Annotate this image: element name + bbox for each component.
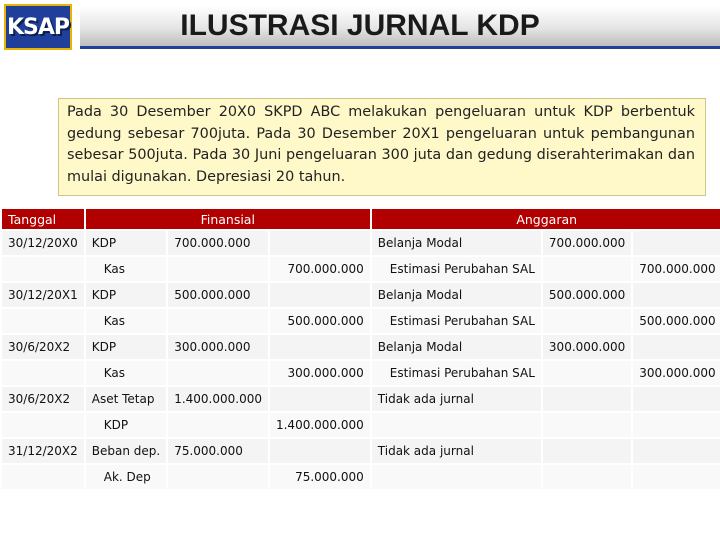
cell-finansial-account: Kas (86, 309, 166, 333)
cell-anggaran-account (372, 465, 541, 489)
cell-anggaran-account: Tidak ada jurnal (372, 439, 541, 463)
cell-finansial-account: KDP (86, 283, 166, 307)
cell-finansial-debit: 300.000.000 (168, 335, 268, 359)
cell-anggaran-account: Estimasi Perubahan SAL (372, 309, 541, 333)
cell-finansial-debit (168, 465, 268, 489)
cell-finansial-credit (270, 231, 370, 255)
cell-anggaran-account: Tidak ada jurnal (372, 387, 541, 411)
table-row (2, 231, 720, 255)
page-title: ILUSTRASI JURNAL KDP (180, 9, 540, 42)
cell-finansial-debit (168, 257, 268, 281)
cell-anggaran-debit (543, 465, 631, 489)
table-row (2, 283, 720, 307)
header-tanggal: Tanggal (2, 209, 84, 229)
cell-finansial-debit: 75.000.000 (168, 439, 268, 463)
cell-anggaran-debit: 300.000.000 (543, 335, 631, 359)
cell-anggaran-debit (543, 309, 631, 333)
cell-anggaran-account: Estimasi Perubahan SAL (372, 361, 541, 385)
cell-anggaran-debit: 500.000.000 (543, 283, 631, 307)
table-row (2, 387, 720, 411)
cell-anggaran-credit (633, 231, 720, 255)
cell-finansial-credit (270, 335, 370, 359)
cell-anggaran-account: Belanja Modal (372, 231, 541, 255)
cell-finansial-account: Beban dep. (86, 439, 166, 463)
cell-finansial-debit: 700.000.000 (168, 231, 268, 255)
cell-anggaran-credit (633, 413, 720, 437)
cell-finansial-credit: 1.400.000.000 (270, 413, 370, 437)
table-header-row (2, 209, 720, 229)
table-row (2, 465, 720, 489)
header-anggaran: Anggaran (372, 209, 720, 229)
cell-anggaran-credit (633, 335, 720, 359)
cell-tanggal (2, 413, 84, 437)
header-finansial: Finansial (86, 209, 370, 229)
cell-anggaran-debit (543, 387, 631, 411)
cell-tanggal (2, 257, 84, 281)
cell-finansial-account: KDP (86, 335, 166, 359)
cell-anggaran-debit: 700.000.000 (543, 231, 631, 255)
cell-finansial-debit: 1.400.000.000 (168, 387, 268, 411)
cell-anggaran-debit (543, 413, 631, 437)
cell-anggaran-account (372, 413, 541, 437)
cell-anggaran-credit: 700.000.000 (633, 257, 720, 281)
table-row (2, 257, 720, 281)
cell-anggaran-credit: 500.000.000 (633, 309, 720, 333)
table-row (2, 309, 720, 333)
cell-anggaran-credit (633, 439, 720, 463)
cell-anggaran-credit (633, 283, 720, 307)
cell-finansial-account: Aset Tetap (86, 387, 166, 411)
cell-finansial-account: KDP (86, 413, 166, 437)
table-row (2, 413, 720, 437)
cell-finansial-account: KDP (86, 231, 166, 255)
cell-finansial-debit (168, 361, 268, 385)
cell-finansial-debit (168, 413, 268, 437)
cell-anggaran-account: Estimasi Perubahan SAL (372, 257, 541, 281)
cell-tanggal: 30/12/20X1 (2, 283, 84, 307)
cell-finansial-credit: 700.000.000 (270, 257, 370, 281)
logo-text: KSAP (6, 14, 70, 40)
ksap-logo (4, 4, 72, 50)
cell-anggaran-account: Belanja Modal (372, 283, 541, 307)
table-row (2, 361, 720, 385)
cell-finansial-account: Ak. Dep (86, 465, 166, 489)
table-row (2, 335, 720, 359)
cell-anggaran-debit (543, 439, 631, 463)
journal-table (0, 207, 720, 491)
cell-finansial-credit: 75.000.000 (270, 465, 370, 489)
cell-finansial-debit: 500.000.000 (168, 283, 268, 307)
cell-finansial-account: Kas (86, 361, 166, 385)
case-description: Pada 30 Desember 20X0 SKPD ABC melakukan pengeluaran untuk KDP berbentuk gedung sebesar 700juta. Pada 30 Desember 20X1 pengeluaran untuk pembangunan sebesar 500juta. Pada 30 Juni pengeluaran 300 juta dan gedung diserahterimakan dan mulai digunakan. Depresiasi 20 tahun. (58, 98, 706, 196)
cell-tanggal: 30/6/20X2 (2, 335, 84, 359)
cell-anggaran-credit: 300.000.000 (633, 361, 720, 385)
cell-anggaran-credit (633, 465, 720, 489)
cell-finansial-credit (270, 283, 370, 307)
cell-finansial-credit: 300.000.000 (270, 361, 370, 385)
cell-anggaran-account: Belanja Modal (372, 335, 541, 359)
cell-tanggal: 30/12/20X0 (2, 231, 84, 255)
cell-anggaran-credit (633, 387, 720, 411)
table-row (2, 439, 720, 463)
cell-finansial-credit: 500.000.000 (270, 309, 370, 333)
cell-tanggal (2, 465, 84, 489)
cell-finansial-credit (270, 387, 370, 411)
title-underline (80, 46, 720, 49)
cell-anggaran-debit (543, 361, 631, 385)
journal-body (2, 231, 720, 489)
cell-finansial-account: Kas (86, 257, 166, 281)
cell-finansial-credit (270, 439, 370, 463)
cell-finansial-debit (168, 309, 268, 333)
cell-tanggal (2, 361, 84, 385)
cell-tanggal (2, 309, 84, 333)
cell-tanggal: 31/12/20X2 (2, 439, 84, 463)
cell-tanggal: 30/6/20X2 (2, 387, 84, 411)
cell-anggaran-debit (543, 257, 631, 281)
